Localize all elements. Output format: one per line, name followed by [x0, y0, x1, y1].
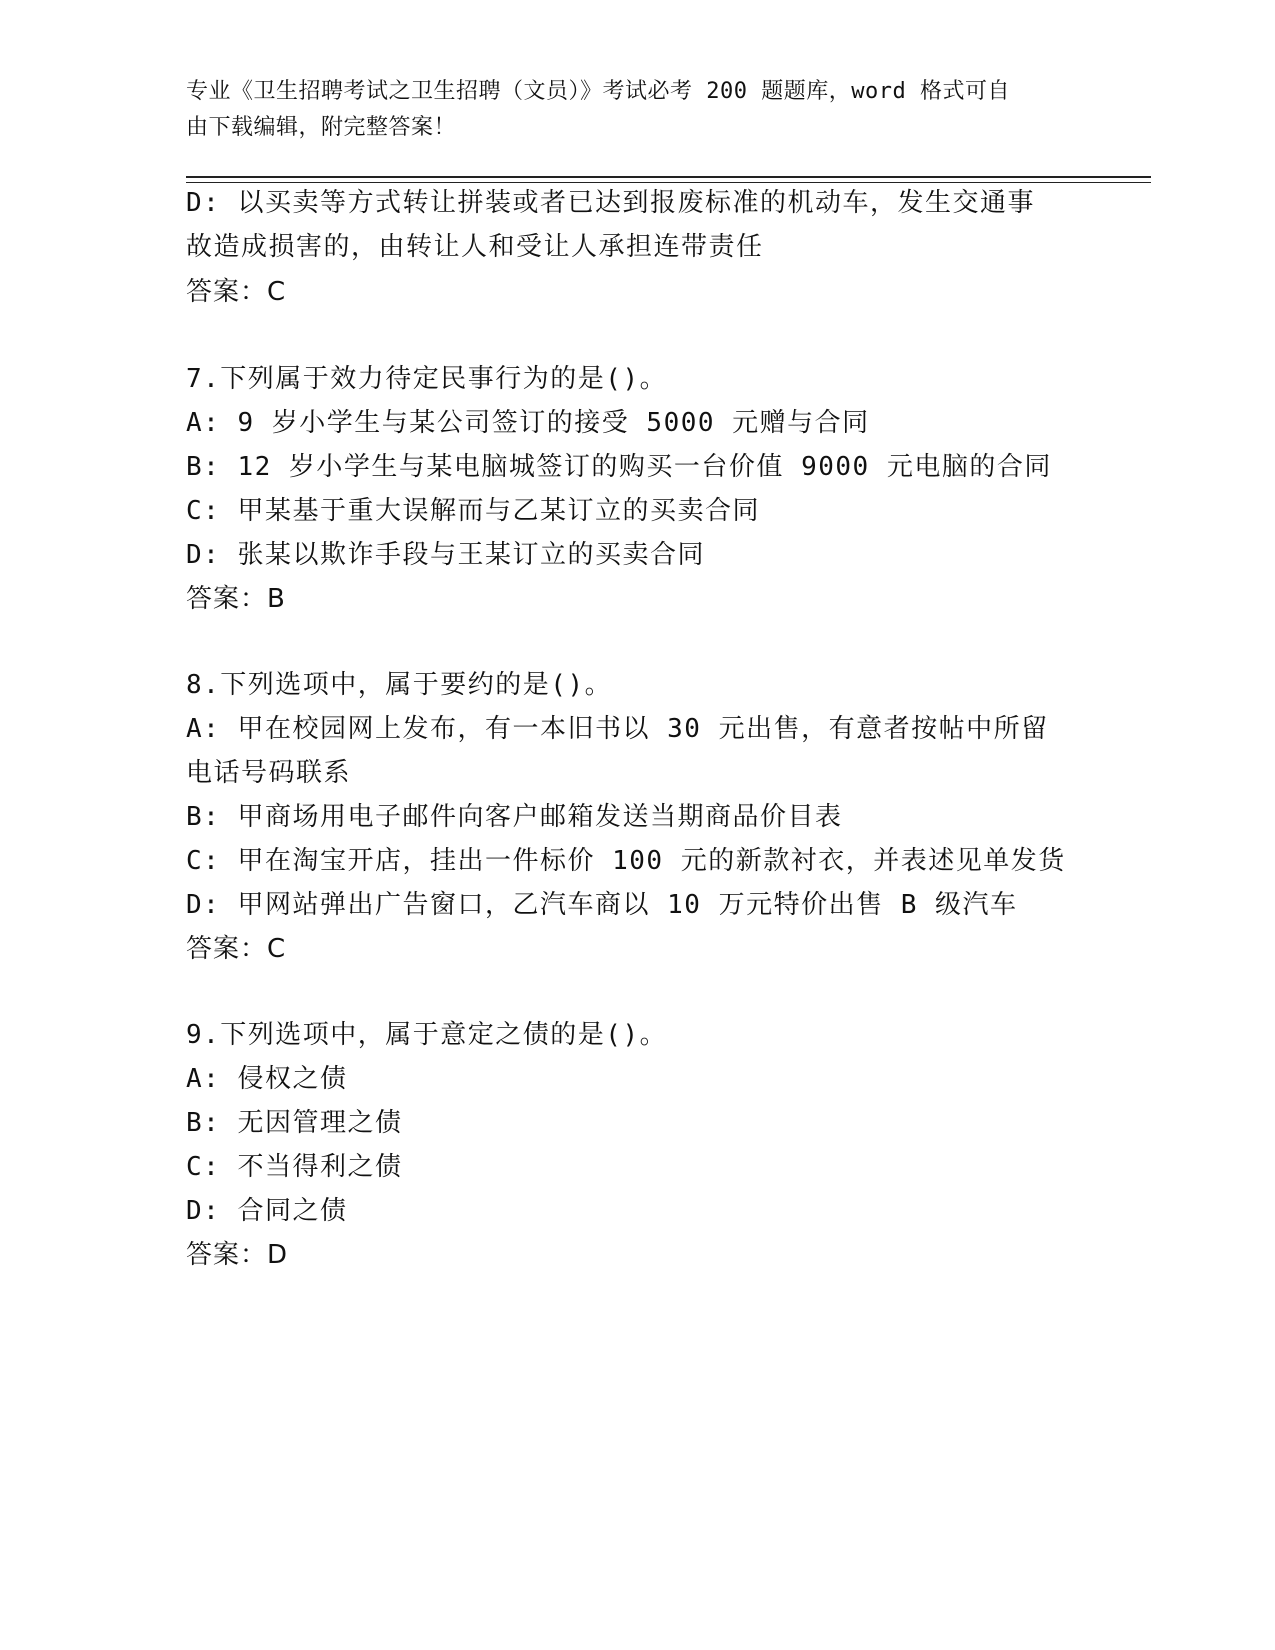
q6-option-d-line-2: 故造成损害的，由转让人和受让人承担连带责任: [186, 232, 764, 262]
header-line-2: 由下载编辑，附完整答案！: [186, 115, 457, 140]
q7-stem: 7.下列属于效力待定民事行为的是()。: [186, 364, 668, 394]
answer-label: 答案：: [186, 584, 268, 614]
answer-label: 答案：: [186, 934, 268, 964]
header-divider-thin: [186, 182, 1151, 183]
answer-value: D: [267, 1240, 288, 1270]
q9-option-c: C: 不当得利之债: [186, 1152, 403, 1182]
q7-option-c: C: 甲某基于重大误解而与乙某订立的买卖合同: [186, 496, 760, 526]
q8-stem: 8.下列选项中，属于要约的是()。: [186, 670, 613, 700]
q6-option-d-line-1: D: 以买卖等方式转让拼装或者已达到报废标准的机动车，发生交通事: [186, 188, 1035, 218]
answer-label: 答案：: [186, 277, 268, 307]
q7-option-d: D: 张某以欺诈手段与王某订立的买卖合同: [186, 540, 705, 570]
header-divider-thick: [186, 176, 1151, 178]
q8-option-a-line-1: A: 甲在校园网上发布，有一本旧书以 30 元出售，有意者按帖中所留: [186, 714, 1049, 744]
q8-answer: [186, 932, 285, 966]
answer-label: 答案：: [186, 1240, 268, 1270]
q8-option-c: C: 甲在淘宝开店，挂出一件标价 100 元的新款衬衣，并表述见单发货: [186, 846, 1066, 876]
q9-option-a: A: 侵权之债: [186, 1064, 348, 1094]
document-header: [186, 74, 1066, 146]
answer-value: C: [267, 277, 286, 307]
q9-option-b: B: 无因管理之债: [186, 1108, 403, 1138]
q8-option-d: D: 甲网站弹出广告窗口，乙汽车商以 10 万元特价出售 B 级汽车: [186, 890, 1018, 920]
answer-value: B: [267, 584, 285, 614]
q9-answer: [186, 1238, 287, 1272]
q9-option-d: D: 合同之债: [186, 1196, 348, 1226]
answer-value: C: [267, 934, 286, 964]
q6-answer: [186, 275, 285, 309]
q7-option-a: A: 9 岁小学生与某公司签订的接受 5000 元赠与合同: [186, 408, 870, 438]
q8-option-a-line-2: 电话号码联系: [186, 758, 352, 788]
q7-answer: [186, 582, 285, 616]
q8-option-b: B: 甲商场用电子邮件向客户邮箱发送当期商品价目表: [186, 802, 843, 832]
header-line-1: 专业《卫生招聘考试之卫生招聘（文员）》考试必考 200 题题库，word 格式可自: [186, 79, 1010, 104]
q9-stem: 9.下列选项中，属于意定之债的是()。: [186, 1020, 668, 1050]
q7-option-b: B: 12 岁小学生与某电脑城签订的购买一台价值 9000 元电脑的合同: [186, 452, 1052, 482]
